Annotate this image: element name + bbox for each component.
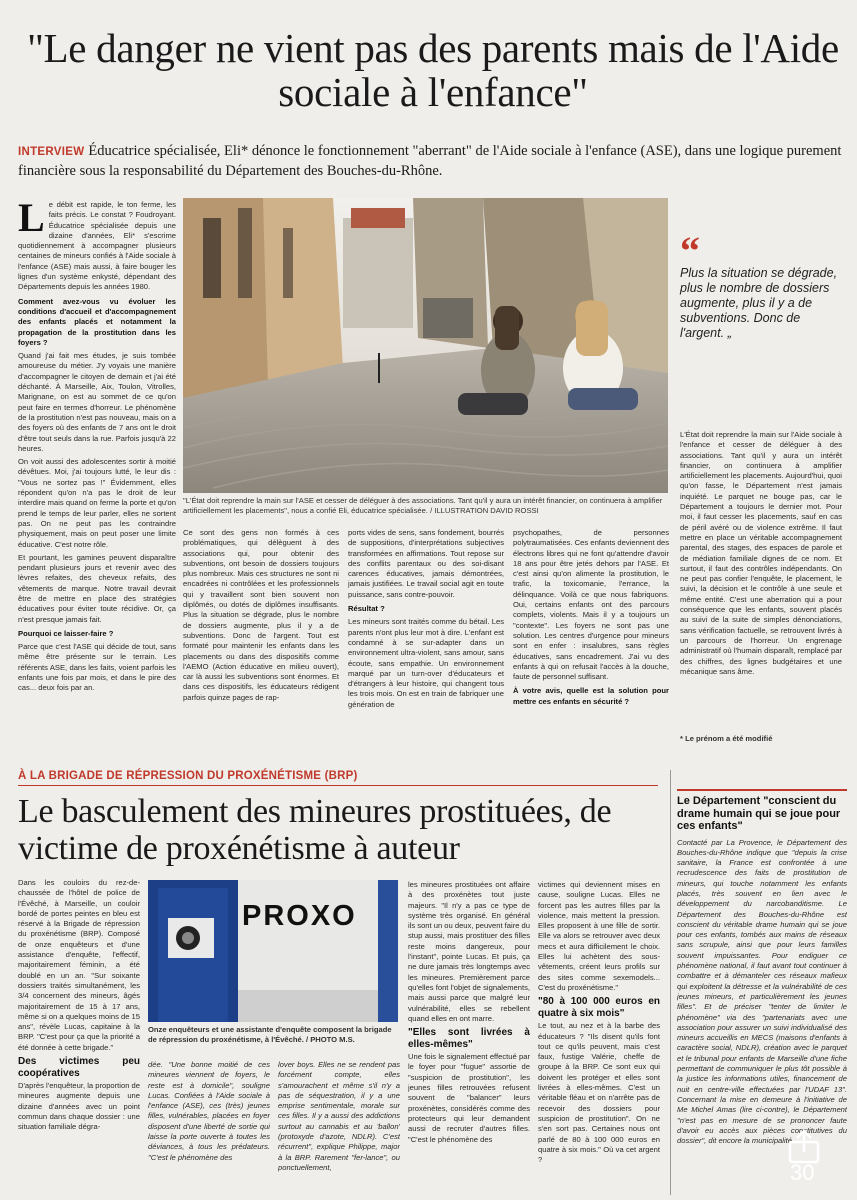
brp-column-4b-text: Une fois le signalement effectué par le foyer pour "fugue" assortie de "suspicion de prostitution", les jeunes filles retrouvées refusent souvent de "balancer" leurs proxénètes, considérés comme des protecteurs qui leur demandent aussi de recruter d'autres filles. "C'est le phénomène des [408,1052,530,1144]
question-1: Comment avez-vous vu évoluer les conditions d'accueil et d'accompagnement des enfants placés et notamment la propagation de la prostitution dans les foyers ? [18,296,176,347]
sidebar-box [677,789,847,1183]
brp-column-1 [18,878,140,1196]
brp-kicker: À LA BRIGADE DE RÉPRESSION DU PROXÉNÉTISME (BRP) [18,770,358,782]
page-number: 30 [790,1160,815,1185]
article-column-right [680,430,842,732]
right-column-text: L'État doit reprendre la main sur l'Aide sociale à l'enfance et cesser de déléguer à des associations. Tant qu'il y aura un intérêt financier, on continuera à amplifier artificiellement les placements. Aujourd'hui, quoi qu'on fasse, le Département n'est jamais inquiété. Le parquet ne bouge pas, car le Département a toujours le dernier mot. Pour moi, il faut cesser les placements, sauf en cas de péril avéré ou de violence extrême. Il faut mettre en place un véritable accompagnement parental, des stages, des espaces de parole et de médiation familiale dignes de ce nom. Et surtout, il faut des contrôles indépendants. On ne peut pas confier l'enquête, le placement, le suivi, la décision et le contrôle à une seule et même entité. C'est une aberration qui a pour conséquence que les enfants, souvent placés au suivi de la suite de simples dénonciations, sans vérification factuelle, se retrouvent livrés à un parcours de l'horreur. Un engrenage administratif où l'humain disparaît, remplacé par des chiffres, des lignes budgétaires et une mécanique sans âme. [680,430,842,676]
brp-headline: Le basculement des mineures prostituées, de victime de proxénétisme à auteur [18,793,612,867]
sidebar-divider [670,770,671,1195]
article-column-3 [348,528,504,740]
pull-quote-text: Plus la situation se dégrade, plus le nombre de dossiers augmente, plus il y a de subventions. Donc de l'argent. „ [680,266,838,340]
girls-on-steps-illustration [183,198,668,493]
brp-column-1b-text: D'après l'enquêteur, la proportion de mineures augmente depuis une dizaine d'années avec un point commun dans chaque dossier : une situation familiale dégra- [18,1081,140,1132]
interview-kicker: INTERVIEW [18,146,85,158]
photo-caption-text: "L'État doit reprendre la main sur l'ASE et cesser de déléguer à des associations. Tant qu'il y aura un intérêt financier, on continuera à amplifier artificiellement les placements", nous a confié Eli, éducatrice spécialisée. [183,496,663,515]
question-4: À votre avis, quelle est la solution pour mettre ces enfants en sécurité ? [513,686,669,706]
brp-photo-caption-text: Onze enquêteurs et une assistante d'enquête composent la brigade de répression du proxénétisme, à l'Évêché. [148,1025,392,1044]
brp-column-4-text: les mineures prostituées ont affaire à des proxénètes tout juste majeurs. "Il n'y a pas ce type de système très organisé. En général ils sont un ou deux, peuvent faire du stup aussi, mais prostituer des filles reste moins dangereux, pour l'instant", pointe Lucas. Et puis, ça ne dure jamais très longtemps avec les mineures. Premièrement parce qu'elles font l'objet de signalements, mais aussi parce que malgré leur vulnérabilité, elles se rebellent quand elles en ont marre. [408,880,530,1023]
door-sign: PROXO [242,900,357,932]
brp-column-1-text: Dans les couloirs du rez-de-chaussée de l'hôtel de police de l'Évêché, à Marseille, un couloir bordé de portes peintes en bleu est réservé à la Brigade de répression du proxénétisme (BRP). Composé de onze enquêteurs et d'une assistance d'enquête, l'effectif, majoritairement féminin, a été doublé en un an. "Sur soixante dossiers traités simultanément, les 3/4 concernent des mineurs, âgés majoritairement de 15 à 17 ans, même si on a quelques moins de 15 ans", révèle Lucas, capitaine à la BRP. "C'est pour ça que la priorité a été donnée à cette brigade." [18,878,140,1052]
brp-column-4 [408,880,530,1196]
brp-subhead-3: "80 à 100 000 euros en quatre à six mois" [538,996,660,1019]
brp-photo-caption [148,1025,398,1045]
question-2: Pourquoi ce laisser-faire ? [18,628,114,638]
share-icon[interactable] [786,1128,822,1164]
brp-rule [18,785,658,786]
brp-column-5b-text: Le tout, au nez et à la barbe des éducateurs ? "Ils disent qu'ils font tout ce qu'ils peuvent, mais c'est faux, fustige Valérie, cheffe de groupe à la BRP. Ce sont eux qui doivent les protéger et elles sont livrées à elles-mêmes. C'est un véritable fléau et on n'arrête pas de recevoir des dossiers pour suspicion de prostitution". On ne s'en sort pas. Certaines nous ont parlé de 80 à 100 000 euros en quatre à six mois." Où va cet argent ? [538,1021,660,1165]
answer-3: Les mineurs sont traités comme du bétail. Les parents n'ont plus leur mot à dire. L'enfant est condamné à se sur-adapter dans un environnement ultra-violent, sans amour, sans écoute, sans empathie. Un environnement marqué par un turn-over d'éducateurs et d'étrangers à leur histoire, qui changent tous les trois mois. On est en train de fabriquer une génération de [348,617,504,709]
article-column-4 [513,528,669,740]
column-2-text: Ce sont des gens non formés à ces problématiques, qui délèguent à des associations qui, pour obtenir des subventions, ont besoin de dossiers toujours plus nombreux. Mais ces structures ne sont ni encadrées ni contrôlées et les professionnels qui y travaillent sont bien souvent non diplômés, ou dotés de diplômes insuffisants. Plus la situation se dégrade, plus le nombre de dossiers augmente, plus il y a de subventions. Donc de l'argent. Tout est formaté pour maintenir les enfants dans les placements ou dans des dispositifs comme l'AEMO (Action éducative en milieu ouvert), car là aussi les subventions sont énormes. Et dans ces dispositifs, les éducateurs rédigent parfois quinze pages de rap- [183,528,339,702]
answer-1c: Et pourtant, les gamines peuvent disparaître pendant plusieurs jours et revenir avec des lèvres refaites, des cheveux refaits, des vêtements de marque. Notre travail devrait être de mettre en place des stratégies éducatives pour éviter toute récidive. Or, ça n'est presque jamais fait. [18,552,176,624]
sidebar-title: Le Département "conscient du drame humain qui se joue pour ces enfants" [677,795,841,832]
sidebar-rule [677,789,847,791]
brp-column-3 [278,1060,400,1196]
answer-1b: On voit aussi des adolescentes sortir à moitié dévêtues. Moi, j'ai toujours lutté, le leur dis : "Vous ne sortez pas !" Évidemment, elles répondent qu'on n'a pas le droit de leur interdire mais quand on ferme la porte et qu'on prend le temps de leur parler, elles ne sortent pas. On ne peut pas les contraindre physiquement, mais on peut poser une limite éducative. C'est notre rôle. [18,457,176,549]
lead-text: Éducatrice spécialisée, Eli* dénonce le fonctionnement "aberrant" de l'Aide sociale à l'enfance (ASE), dans une logique purement financière sous la responsabilité du Département des Bouches-du-Rhône. [18,143,842,179]
brp-column-5-text: victimes qui deviennent mises en cause, souligne Lucas. Elles ne forcent pas les autres filles par la violence, mais mettent la pression. Elles proposent à une fille de sortir. Elle va alors se retrouver avec deux mecs et aura difficilement le choix. Elles lui achètent des sous-vêtements, créent leurs profils sur des sites comme sexemodels... C'est du proxénétisme." [538,880,660,992]
brp-column-3-text: lover boys. Elles ne se rendent pas forcément compte, elles s'amourachent et même s'il n'y a pas de séquestration, il y a une emprise sentimentale, morale sur ces filles. Il y a aussi des addictions surtout au cannabis et au 'ballon' (protoxyde d'azote, NDLR). C'est récurrent", explique Philippe, major à la BRP. Rarement "fer-lance", ou ponctuellement, [278,1060,400,1172]
footnote: * Le prénom a été modifié [680,734,773,743]
sidebar-body: Contacté par La Provence, le Département des Bouches-du-Rhône indique que "depuis la crise sanitaire, la France est confrontée à une recrudescence des faits de prostitution de mineurs, qui touche notamment les enfants placés, très souvent en lien avec le développement du narcobanditisme. Le Département des Bouches-du-Rhône est conscient du véritable drame humain qui se joue pour ces enfants, tombés aux mains de réseaux sans scrupule, ainsi que pour leurs familles souvent impuissantes. Pour endiguer ce phénomène national, il faut avant tout continuer à combattre et à démanteler ces réseaux mafieux qui exploitent la détresse et la vulnérabilité de ces jeunes mineurs, et particulièrement les jeunes filles". Et de préciser "tenter de limiter le phénomène" via des "partenariats avec une association pour assurer un suivi individualisé des mineurs accueillis en MECS (maisons d'enfants à caractère social, NDLR), création avec le parquet et le tribunal pour enfants de Marseille d'une fiche permettant de communiquer le plus tôt possible à la justice les informations utiles, financement de nuit en centre-ville effectuées par l'UDAF 13". Concernant la mise en demeure à l'initiative de Me Michel Amas (lire ci-contre), le Département "n'est pas en mesure de se prononcer faute d'avoir eu accès aux pièces constitutives du dossier", dit encore la municipalité. [677,837,847,1146]
drop-cap: L [18,200,45,240]
answer-2: Parce que c'est l'ASE qui décide de tout, sans même être présente sur le terrain. Les référents ASE, dans les faits, voient parfois les enfants une fois par mois, et dans le pire des cas... deux fois par an. [18,642,176,693]
brp-column-2-text: dée. "Une bonne moitié de ces mineures viennent de foyers, le reste est à domicile", souligne Lucas. Confiées à l'Aide sociale à l'enfance (ASE), ces (très) jeunes filles, vulnérables, placées en foyer disposent d'une liberté de sortie qui laisse la porte ouverte à toutes les déviances, à tous les prédateurs. "C'est le phénomène des [148,1060,270,1162]
question-3: Résultat ? [348,604,385,614]
article-lead [18,142,848,181]
column-4-text: psychopathes, de personnes polytraumatisées. Ces enfants deviennent des électrons libres qui ne font qu'attendre d'avoir 18 ans pour être jetés dehors par l'ASE. Et c'est ainsi qu'on alimente la prostitution, le trafic, la toxicomanie, l'errance, la délinquance. Voilà ce que nous fabriquons. Oui, certains enfants ont des parcours complets, violents. Mais il y a toujours un "contexte". Les foyers ne sont pas une solution. Les centres d'urgence pour mineurs sont en enfer : insalubres, sans règles éducatives, sans encadrement. J'ai vu des enfants à qui on refusait l'accès à la douche, faute de personnel suffisant. [513,528,669,682]
brp-subhead-2: "Elles sont livrées à elles-mêmes" [408,1027,530,1050]
article-column-2 [183,528,339,740]
brp-column-5 [538,880,660,1196]
answer-1: Quand j'ai fait mes études, je suis tombée amoureuse du métier. J'y voyais une manière d'accompagner le citoyen de demain et j'ai été déchanté. À Marseille, Aix, Toulon, Vitrolles, Marignane, on est au sommet de ce qu'on peut faire en termes d'horreur. Le phénomène de la prostitution n'est pas nouveau, mais on a des foyers où des enfants de 7 ans ont le droit d'être tout seuls dans la rue. Parfois jusqu'à 22 heures. [18,351,176,453]
article-column-1 [18,200,176,738]
page-title: "Le danger ne vient pas des parents mais de l'Aide sociale à l'enfance" [27,25,839,115]
photo-credit: / ILLUSTRATION DAVID ROSSI [430,506,539,515]
pull-quote [680,228,840,341]
street-photo [183,198,668,493]
column-3-text: ports vides de sens, sans fondement, bourrés de suppositions, d'interprétations subjectives transformées en affirmations. Tout repose sur des conflits parentaux ou des soi-disant carences éducatives, jamais démontrées, jamais justifiées. Le travail social agit en toute puissance, sans contre-pouvoir. [348,528,504,599]
brp-photo-credit: / PHOTO M.S. [305,1035,355,1044]
photo-caption [183,496,668,516]
brp-photo [148,880,398,1022]
intro-text: e débit est rapide, le ton ferme, les faits précis. Le constat ? Foudroyant. Éducatrice spécialisée depuis une dizaine d'années, Eli* s'escrime quotidiennement à accompagner plusieurs centaines de mineurs confiés à l'Aide sociale à l'enfance (ASE) mais aussi, à faire bouger les lignes d'un système enkysté, dépendant des Départements depuis les années 1980. [18,200,176,292]
brp-column-2 [148,1060,270,1196]
brp-subhead-1: Des victimes peu coopératives [18,1056,140,1079]
quote-open-icon: “ [680,228,700,273]
